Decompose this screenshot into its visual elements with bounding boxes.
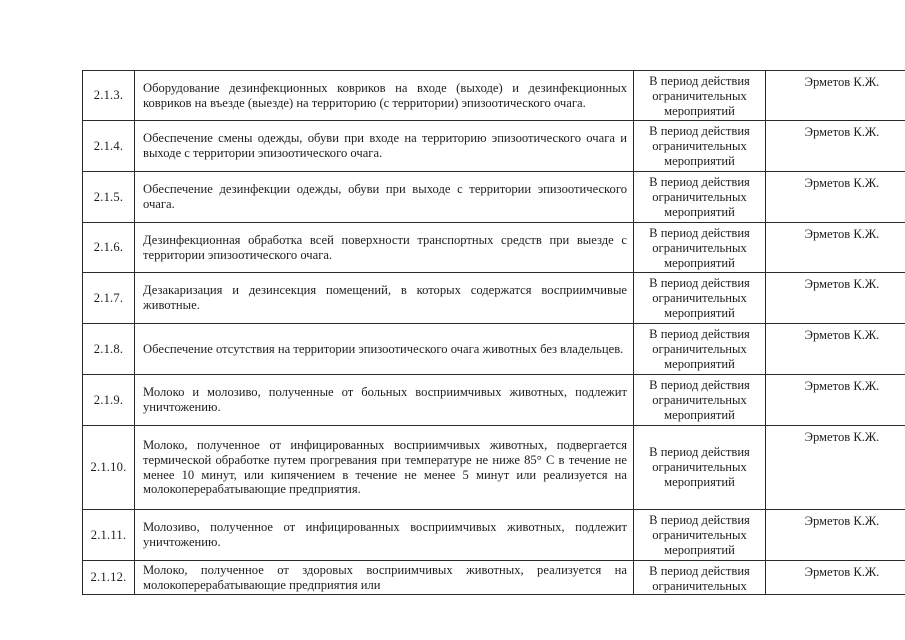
table-row: [83, 561, 905, 595]
measure-description: Молоко, полученное от инфицированных восприимчивых животных, подвергается термической обработке путем прогревания при температуре не ниже 85° С в течение не менее 10 минут, или кипячением в течение не менее 5 минут или реализуется на молокоперерабатывающие предприятия.: [135, 426, 634, 510]
period-cell: В период действия ограничительных мероприятий: [634, 273, 766, 324]
row-number: 2.1.11.: [83, 510, 135, 561]
row-number: 2.1.4.: [83, 121, 135, 172]
table-row: [83, 71, 905, 121]
responsible-cell: Эрметов К.Ж.: [766, 273, 905, 324]
responsible-cell: Эрметов К.Ж.: [766, 426, 905, 510]
row-number: 2.1.7.: [83, 273, 135, 324]
row-number: 2.1.5.: [83, 172, 135, 223]
responsible-cell: Эрметов К.Ж.: [766, 375, 905, 426]
measure-description: Оборудование дезинфекционных ковриков на входе (выходе) и дезинфекционных ковриков на въезде (выезде) на территорию (с территории) эпизоотического очага.: [135, 71, 634, 121]
table-row: [83, 223, 905, 273]
period-cell: В период действия ограничительных мероприятий: [634, 324, 766, 375]
measure-description: Обеспечение дезинфекции одежды, обуви при выходе с территории эпизоотического очага.: [135, 172, 634, 223]
table-row: [83, 324, 905, 375]
period-cell: В период действия ограничительных мероприятий: [634, 375, 766, 426]
period-cell: В период действия ограничительных мероприятий: [634, 172, 766, 223]
table-row: [83, 375, 905, 426]
measure-description: Молоко, полученное от здоровых восприимчивых животных, реализуется на молокоперерабатывающие предприятия или: [135, 561, 634, 595]
row-number: 2.1.9.: [83, 375, 135, 426]
responsible-cell: Эрметов К.Ж.: [766, 121, 905, 172]
period-cell: В период действия ограничительных мероприятий: [634, 71, 766, 121]
responsible-cell: Эрметов К.Ж.: [766, 172, 905, 223]
row-number: 2.1.8.: [83, 324, 135, 375]
table-row: [83, 121, 905, 172]
measure-description: Дезакаризация и дезинсекция помещений, в которых содержатся восприимчивые животные.: [135, 273, 634, 324]
responsible-cell: Эрметов К.Ж.: [766, 223, 905, 273]
responsible-cell: Эрметов К.Ж.: [766, 561, 905, 595]
table-row: [83, 273, 905, 324]
measure-description: Обеспечение смены одежды, обуви при входе на территорию эпизоотического очага и выходе с территории эпизоотического очага.: [135, 121, 634, 172]
row-number: 2.1.3.: [83, 71, 135, 121]
measure-description: Обеспечение отсутствия на территории эпизоотического очага животных без владельцев.: [135, 324, 634, 375]
table-row: [83, 172, 905, 223]
measure-description: Дезинфекционная обработка всей поверхности транспортных средств при выезде с территории эпизоотического очага.: [135, 223, 634, 273]
period-cell: В период действия ограничительных мероприятий: [634, 426, 766, 510]
row-number: 2.1.12.: [83, 561, 135, 595]
period-cell: В период действия ограничительных мероприятий: [634, 121, 766, 172]
responsible-cell: Эрметов К.Ж.: [766, 510, 905, 561]
table-row: [83, 426, 905, 510]
period-cell: В период действия ограничительных: [634, 561, 766, 595]
period-cell: В период действия ограничительных мероприятий: [634, 223, 766, 273]
measures-table: [82, 70, 905, 595]
responsible-cell: Эрметов К.Ж.: [766, 324, 905, 375]
period-cell: В период действия ограничительных мероприятий: [634, 510, 766, 561]
measure-description: Молозиво, полученное от инфицированных восприимчивых животных, подлежит уничтожению.: [135, 510, 634, 561]
table-row: [83, 510, 905, 561]
row-number: 2.1.10.: [83, 426, 135, 510]
row-number: 2.1.6.: [83, 223, 135, 273]
measure-description: Молоко и молозиво, полученные от больных восприимчивых животных, подлежит уничтожению.: [135, 375, 634, 426]
responsible-cell: Эрметов К.Ж.: [766, 71, 905, 121]
